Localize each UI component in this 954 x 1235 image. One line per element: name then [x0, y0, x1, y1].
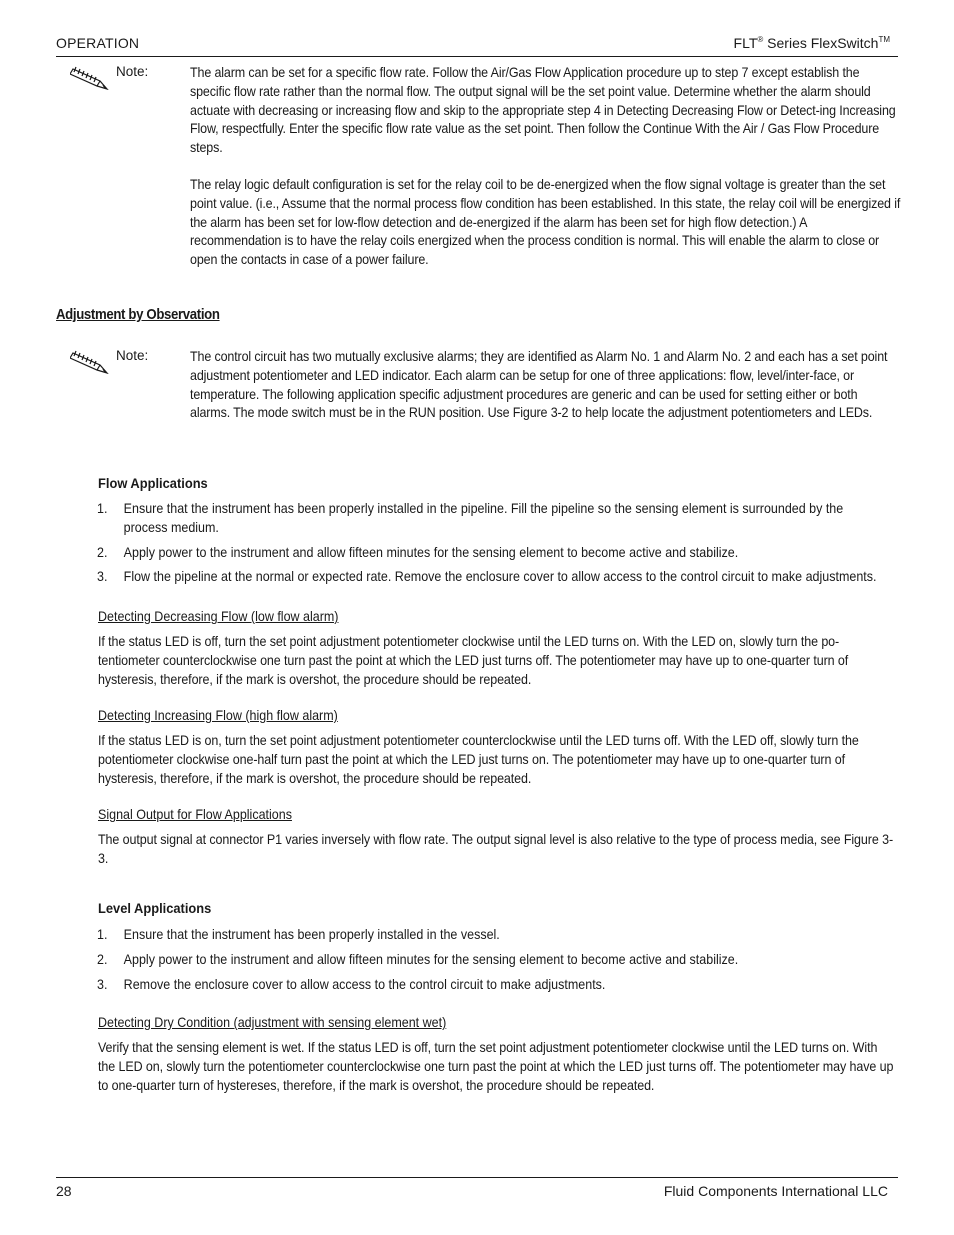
increasing-flow-text: If the status LED is on, turn the set point adjustment potentiometer counterclockwise until the LED turns off. With the LED off, slowly turn the potentiometer clockwise one-half turn past the point at which the LED just turns on. The potentiometer may have up to one-quarter turn of hysteresis, therefore, if the mark is overshot, the procedure should be repeated. [98, 733, 859, 786]
list-item: 1. Ensure that the instrument has been properly installed in the vessel. [97, 927, 500, 942]
list-item: 2. Apply power to the instrument and allow fifteen minutes for the sensing element to become active and stabilize. [97, 951, 739, 967]
decreasing-flow-text: If the status LED is off, turn the set point adjustment potentiometer clockwise until the LED turns on. With the LED on, slowly turn the po-tentiometer counterclockwise one turn past the point at which the LED just turns off. The potentiometer may have up to one-quarter turn of hysteresis, therefore, if the mark is overshot, the procedure should be repeated. [98, 634, 849, 687]
note-paragraph: The relay logic default configuration is set for the relay coil to be de-energized when the flow signal voltage is greater than the set point value. (i.e., Assume that the normal process flow condition has been established. In this state, the relay coil will be energized if the alarm has been set for low-flow detection and de-energized if the alarm has been set for high flow detection.) A recommendation is to have the relay coils energized when the process condition is normal. This will enable the alarm to close or open the contacts in case of a power failure. [190, 176, 901, 268]
list-item: 2. Apply power to the instrument and allow fifteen minutes for the sensing element to become active and stabilize. [97, 544, 739, 560]
signal-output-text: The output signal at connector P1 varies inversely with flow rate. The output signal level is also relative to the type of process media, see Figure 3-3. [98, 832, 894, 866]
level-applications-heading: Level Applications [98, 900, 212, 916]
increasing-flow-heading: Detecting Increasing Flow (high flow alarm) [98, 708, 338, 723]
level-steps-list [97, 926, 888, 1000]
page-footer [56, 1177, 898, 1202]
header-section: OPERATION [56, 35, 140, 51]
note-paragraph: The control circuit has two mutually exclusive alarms; they are identified as Alarm No. 1 and Alarm No. 2 and each has a set point adjustment potentiometer and LED indicator. Each alarm can be setup for one of three applications: flow, level/inter-face, or temperature. The following application specific adjustment procedures are generic and can be used for setting either or both alarms. The mode switch must be in the RUN position. Use Figure 3-2 to help locate the adjustment potentiometers and LEDs. [190, 349, 888, 421]
header-product: FLT® Series FlexSwitch™ [733, 35, 890, 51]
dry-condition-heading: Detecting Dry Condition (adjustment with sensing element wet) [98, 1015, 447, 1030]
list-item: 3. Remove the enclosure cover to allow access to the control circuit to make adjustments. [97, 976, 606, 992]
pencil-note-icon [70, 64, 110, 90]
section-title: Adjustment by Observation [56, 306, 220, 323]
dry-condition-text: Verify that the sensing element is wet. If the status LED is off, turn the set point adjustment potentiometer clockwise until the LED turns on. With the LED on, slowly turn the potentiometer counterclockwise one turn past the point at which the LED just turns off. The potentiometer may have up to one-quarter turn of hystereses, therefore, if the mark is overshot, the procedure should be repeated. [98, 1040, 894, 1093]
note-label: Note: [116, 348, 149, 363]
pencil-note-icon [70, 348, 110, 374]
flow-steps-list [97, 500, 888, 593]
flow-applications-heading: Flow Applications [98, 475, 208, 491]
footer-company: Fluid Components International LLC [663, 1183, 888, 1199]
list-item: 1. Ensure that the instrument has been properly installed in the pipeline. Fill the pipeline so the sensing element is surrounded by the process medium. [97, 501, 844, 535]
signal-output-heading: Signal Output for Flow Applications [98, 807, 292, 822]
note-paragraph: The alarm can be set for a specific flow rate. Follow the Air/Gas Flow Application procedure up to step 7 except establish the specific flow rate rather than the normal flow. The output signal will be the set point value. Determine whether the alarm should actuate with decreasing or increasing flow and skip to the appropriate step 4 in Detecting Decreasing Flow or Detect-ing Increasing Flow, respectfully. Enter the specific flow rate value as the set point. Then follow the Continue With the Air / Gas Flow Procedure steps. [190, 65, 896, 156]
page-header [56, 34, 898, 57]
note-label: Note: [116, 64, 149, 79]
page-number: 28 [56, 1183, 72, 1199]
decreasing-flow-heading: Detecting Decreasing Flow (low flow alarm) [98, 609, 339, 624]
list-item: 3. Flow the pipeline at the normal or expected rate. Remove the enclosure cover to allow access to the control circuit to make adjustments. [97, 569, 877, 585]
